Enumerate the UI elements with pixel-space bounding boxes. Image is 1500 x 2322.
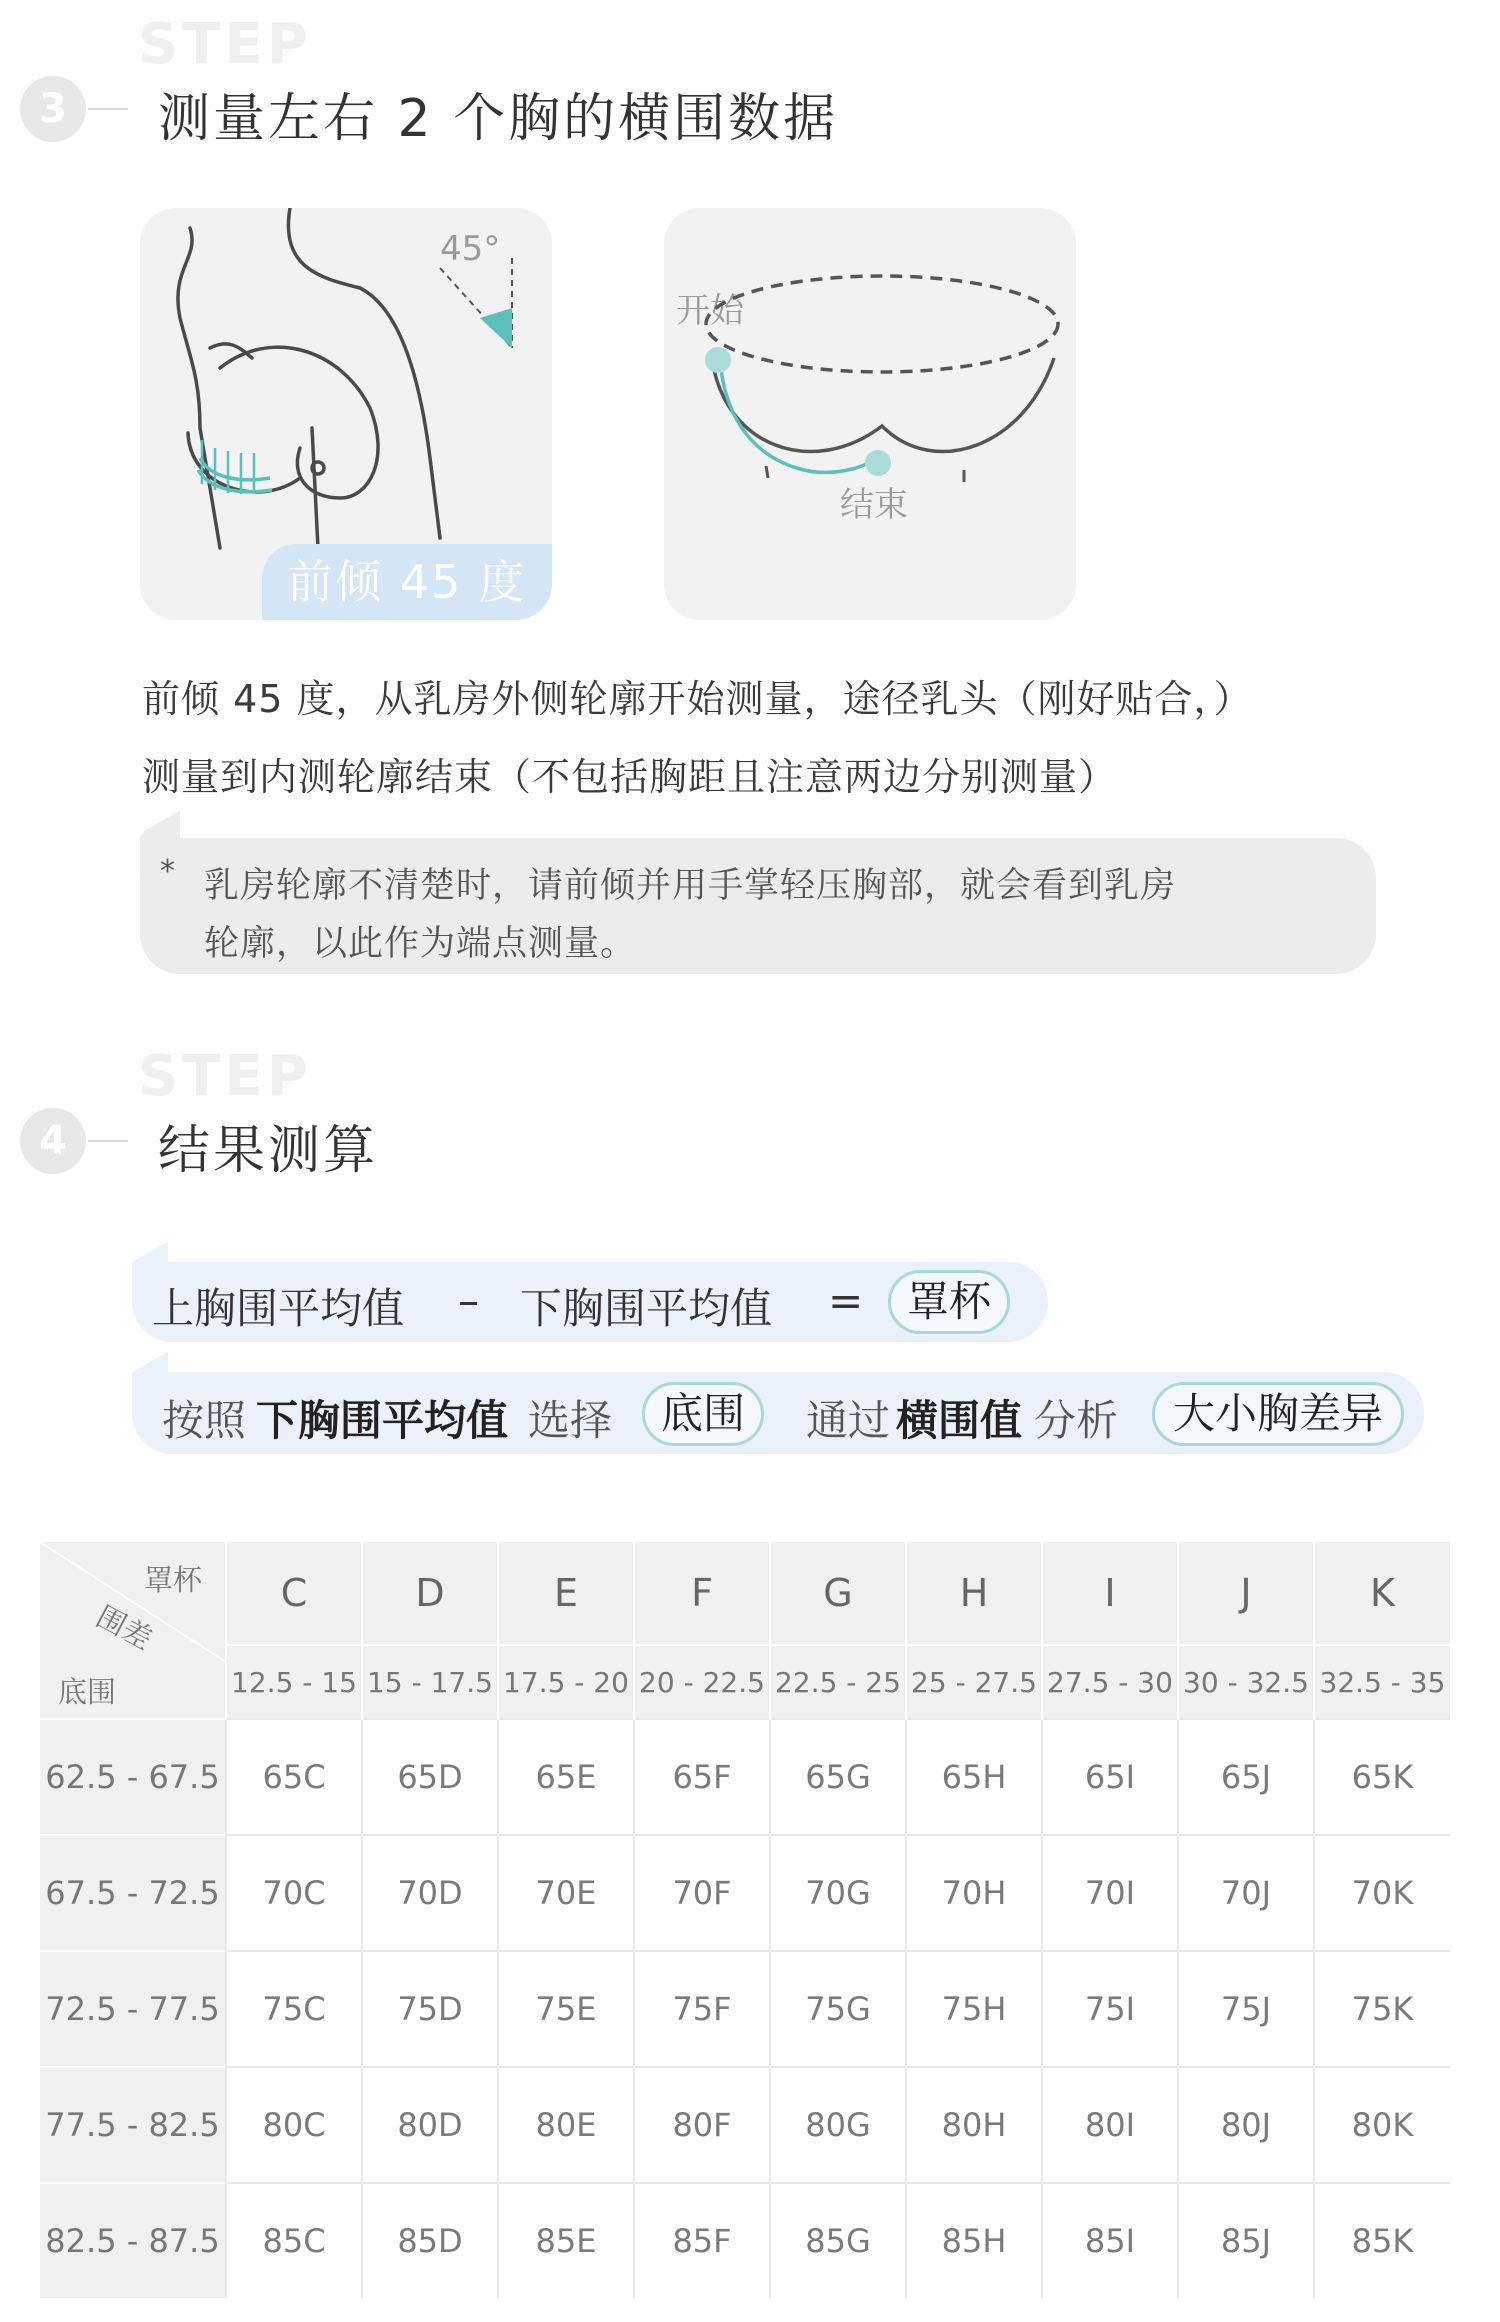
size-cell: 85H [906,2183,1042,2298]
size-cell: 85C [226,2183,362,2298]
size-table-body [40,1719,1450,2298]
cup-header: K [1314,1542,1450,1645]
size-cell: 65K [1314,1719,1450,1835]
size-cell: 85J [1178,2183,1314,2298]
base-range-cell: 67.5 - 72.5 [40,1835,226,1951]
size-cell: 85F [634,2183,770,2298]
table-row [40,1719,1450,1835]
corner-cup-label: 罩杯 [144,1563,203,1597]
cup-header: H [906,1542,1042,1645]
note-line1: 乳房轮廓不清楚时，请前倾并用手掌轻压胸部，就会看到乳房 [204,866,1177,906]
cup-header: J [1178,1542,1314,1645]
size-cell: 75J [1178,1951,1314,2067]
cup-header: G [770,1542,906,1645]
size-cell: 65C [226,1719,362,1835]
cup-header: F [634,1542,770,1645]
size-cell: 85E [498,2183,634,2298]
range-header: 27.5 - 30 [1042,1645,1178,1719]
angle-label: 45° [440,229,501,269]
base-range-cell: 62.5 - 67.5 [40,1719,226,1835]
measure-path-illustration [664,208,1076,620]
size-cell: 85K [1314,2183,1450,2298]
size-cell: 75C [226,1951,362,2067]
formula1-equals: = [828,1276,864,1325]
size-cell: 75F [634,1951,770,2067]
range-header: 17.5 - 20 [498,1645,634,1719]
size-table [40,1542,1450,2298]
step3-title: 测量左右 2 个胸的横围数据 [158,89,839,149]
size-cell: 70D [362,1835,498,1951]
start-label: 开始 [676,291,744,331]
size-cell: 85G [770,2183,906,2298]
size-cell: 75D [362,1951,498,2067]
size-cell: 80C [226,2067,362,2183]
formula2-via: 通过 [806,1396,891,1445]
range-header: 30 - 32.5 [1178,1645,1314,1719]
step4-number-badge: 4 [20,1108,86,1174]
table-row [40,1835,1450,1951]
size-cell: 70C [226,1835,362,1951]
asymmetry-pill: 大小胸差异 [1152,1382,1404,1446]
step3-desc-line2: 测量到内测轮廓结束（不包括胸距且注意两边分别测量） [142,755,1118,799]
size-cell: 70E [498,1835,634,1951]
step3-number-badge: 3 [20,76,86,142]
size-cell: 80K [1314,2067,1450,2183]
cup-header: C [226,1542,362,1645]
table-corner-header [40,1542,226,1719]
table-row [40,2067,1450,2183]
size-cell: 75K [1314,1951,1450,2067]
cup-header: E [498,1542,634,1645]
size-cell: 70K [1314,1835,1450,1951]
size-cell: 85D [362,2183,498,2298]
size-cell: 70I [1042,1835,1178,1951]
formula2-select: 选择 [528,1396,613,1445]
bust-curve-drawing [664,208,1076,620]
size-cell: 65I [1042,1719,1178,1835]
step3-desc-line1: 前倾 45 度，从乳房外侧轮廓开始测量，途径乳头（刚好贴合，） [142,677,1253,721]
size-cell: 65E [498,1719,634,1835]
corner-diff-label: 围差 [90,1599,158,1657]
formula1-minus: – [458,1276,479,1325]
size-cell: 80H [906,2067,1042,2183]
cup-header: D [362,1542,498,1645]
formula2-according: 按照 [162,1396,247,1445]
table-row [40,2183,1450,2298]
range-header: 22.5 - 25 [770,1645,906,1719]
base-range-cell: 77.5 - 82.5 [40,2067,226,2183]
cup-header: I [1042,1542,1178,1645]
size-cell: 75H [906,1951,1042,2067]
size-cell: 65G [770,1719,906,1835]
size-cell: 70G [770,1835,906,1951]
step4-dash [88,1140,128,1142]
formula2-horizontal-value: 横围值 [896,1396,1023,1445]
step3-ghost-text: STEP [138,12,312,77]
size-cell: 65D [362,1719,498,1835]
range-header: 15 - 17.5 [362,1645,498,1719]
lean-angle-badge: 前倾 45 度 [262,544,552,620]
corner-base-label: 底围 [58,1675,117,1709]
formula2-analyze: 分析 [1034,1396,1119,1445]
size-cell: 80J [1178,2067,1314,2183]
base-pill: 底围 [642,1382,764,1446]
size-cell: 75E [498,1951,634,2067]
size-cell: 80F [634,2067,770,2183]
note-star: * [160,854,175,889]
size-cell: 65J [1178,1719,1314,1835]
lean-forward-illustration [140,208,552,620]
formula2-lower-avg: 下胸围平均值 [256,1396,509,1445]
table-row [40,1951,1450,2067]
range-header: 20 - 22.5 [634,1645,770,1719]
note-line2: 轮廓，以此作为端点测量。 [204,924,637,964]
size-cell: 75G [770,1951,906,2067]
size-cell: 85I [1042,2183,1178,2298]
range-header: 25 - 27.5 [906,1645,1042,1719]
size-cell: 65F [634,1719,770,1835]
size-cell: 80G [770,2067,906,2183]
step4-ghost-text: STEP [138,1044,312,1109]
range-header: 12.5 - 15 [226,1645,362,1719]
size-cell: 80D [362,2067,498,2183]
size-cell: 70F [634,1835,770,1951]
base-range-cell: 82.5 - 87.5 [40,2183,226,2298]
size-cell: 70J [1178,1835,1314,1951]
step3-dash [88,108,128,110]
base-range-cell: 72.5 - 77.5 [40,1951,226,2067]
formula1-lower-avg: 下胸围平均值 [520,1284,773,1333]
size-cell: 65H [906,1719,1042,1835]
formula1-upper-avg: 上胸围平均值 [152,1284,405,1333]
end-label: 结束 [840,485,908,525]
size-cell: 80I [1042,2067,1178,2183]
range-header: 32.5 - 35 [1314,1645,1450,1719]
size-cell: 80E [498,2067,634,2183]
cup-result-pill: 罩杯 [888,1270,1010,1334]
size-cell: 75I [1042,1951,1178,2067]
step4-title: 结果测算 [158,1121,379,1181]
size-cell: 70H [906,1835,1042,1951]
